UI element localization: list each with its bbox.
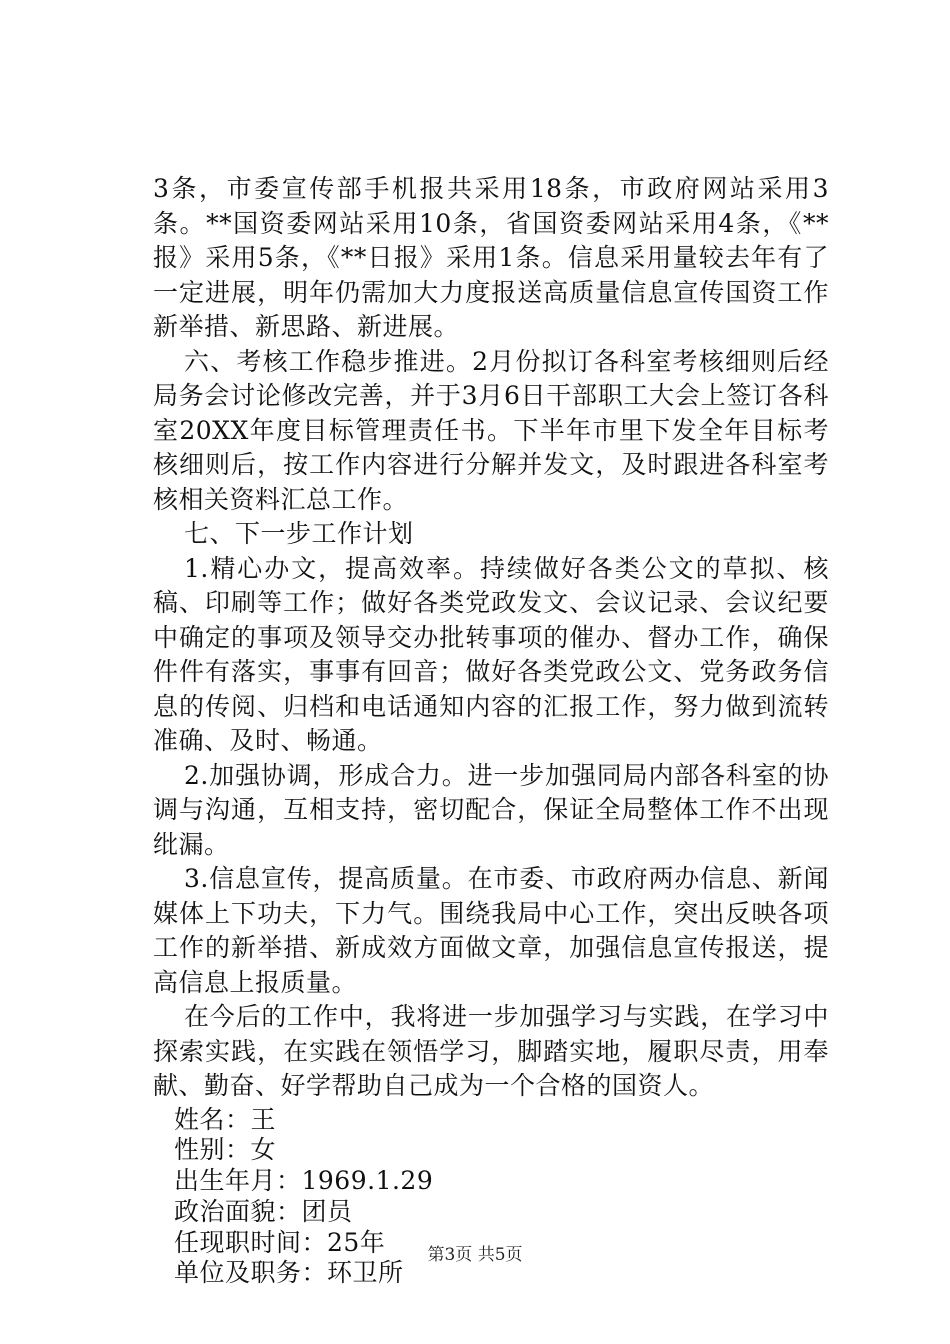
- field-birth-date: 出生年月：1969.1.29: [174, 1166, 434, 1196]
- page-footer: [0, 1243, 950, 1267]
- field-political-status: 政治面貌：团员: [174, 1196, 353, 1226]
- paragraph-plan-item-1: 1.精心办文，提高效率。持续做好各类公文的草拟、核稿、印刷等工作；做好各类党政发文、会议记录、会议纪要中确定的事项及领导交办批转事项的催办、督办工作，确保件件有落实，事事有回音；做好各类党政公文、党务政务信息的传阅、归档和电话通知内容的汇报工作，努力做到流转准确、及时、畅通。: [153, 553, 829, 755]
- field-name: 姓名：王: [174, 1104, 277, 1134]
- section-heading-next-plan: 七、下一步工作计划: [184, 519, 414, 548]
- paragraph-plan-item-3: 3.信息宣传，提高质量。在市委、市政府两办信息、新闻媒体上下功夫，下力气。围绕我局中心工作，突出反映各项工作的新举措、新成效方面做文章，加强信息宣传报送，提高信息上报质量。: [153, 864, 829, 997]
- paragraph-conclusion: 在今后的工作中，我将进一步加强学习与实践，在学习中探索实践，在实践在领悟学习，脚踏实地，履职尽责，用奉献、勤奋、好学帮助自己成为一个合格的国资人。: [153, 1002, 829, 1100]
- page-number: 第3页 共5页: [427, 1245, 523, 1265]
- paragraph-plan-item-2: 2.加强协调，形成合力。进一步加强同局内部各科室的协调与沟通，互相支持，密切配合，保证全局整体工作不出现纰漏。: [153, 760, 829, 859]
- field-unit-position: 单位及职务：环卫所: [174, 1258, 404, 1288]
- paragraph-info-adoption: 3条，市委宣传部手机报共采用18条，市政府网站采用3条。**国资委网站采用10条，省国资委网站采用4条，《**报》采用5条，《**日报》采用1条。信息采用量较去年有了一定进展，明年仍需加大力度报送高质量信息宣传国资工作新举措、新思路、新进展。: [153, 174, 829, 341]
- field-gender: 性别：女: [174, 1135, 277, 1165]
- document-body: [153, 172, 829, 1289]
- paragraph-assessment: 六、考核工作稳步推进。2月份拟订各科室考核细则后经局务会讨论修改完善，并于3月6日干部职工大会上签订各科室20XX年度目标管理责任书。下半年市里下发全年目标考核细则后，按工作内容进行分解并发文，及时跟进各科室考核相关资料汇总工作。: [153, 346, 829, 514]
- field-tenure: 任现职时间：25年: [174, 1227, 386, 1257]
